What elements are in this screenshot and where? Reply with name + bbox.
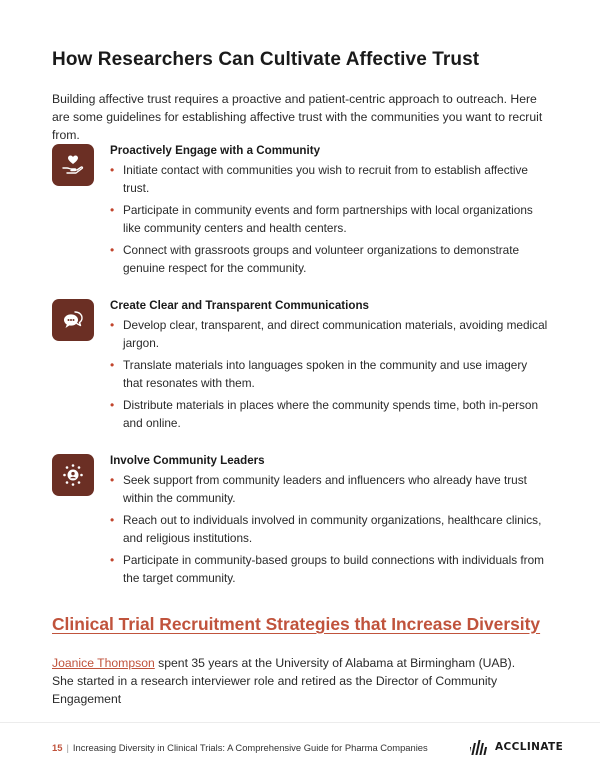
community-leader-icon bbox=[52, 454, 94, 496]
page-number: 15 bbox=[52, 742, 63, 753]
list-item: • Participate in community events and form partnerships with local organizations like community centers and health centers. bbox=[110, 203, 533, 235]
list-item: • Participate in community-based groups to build connections with individuals from the target community. bbox=[110, 553, 544, 585]
brand-name: ACCLINATE bbox=[495, 741, 564, 753]
guide-title: Increasing Diversity in Clinical Trials: A Comprehensive Guide for Pharma Companies bbox=[72, 742, 428, 753]
section-subheading-link[interactable]: Clinical Trial Recruitment Strategies that Increase Diversity bbox=[52, 614, 541, 634]
chat-bubbles-icon bbox=[52, 299, 94, 341]
list-item: • Distribute materials in places where the community spends time, both in-person and online. bbox=[110, 398, 539, 430]
brand-logo bbox=[470, 737, 563, 757]
list-item: • Connect with grassroots groups and volunteer organizations to demonstrate genuine respect for the community. bbox=[110, 243, 520, 275]
section-heading: Proactively Engage with a Community bbox=[110, 144, 321, 157]
list-item: • Initiate contact with communities you wish to recruit from to establish affective trust. bbox=[110, 163, 528, 195]
bullet-list bbox=[110, 472, 550, 592]
page-title: How Researchers Can Cultivate Affective Trust bbox=[52, 49, 480, 70]
list-item: • Translate materials into languages spoken in the community and use imagery that resonates with them. bbox=[110, 358, 528, 390]
footer-divider bbox=[0, 722, 600, 723]
body-paragraph: Joanice Thompson spent 35 years at the University of Alabama at Birmingham (UAB). She started in a research interviewer role and retired as the Director of Community Engagement bbox=[52, 656, 516, 706]
bullet-list bbox=[110, 162, 550, 282]
bullet-list bbox=[110, 317, 550, 437]
logo-bars-icon bbox=[470, 738, 492, 756]
list-item: • Develop clear, transparent, and direct communication materials, avoiding medical jargon. bbox=[110, 318, 548, 350]
heart-hand-icon bbox=[52, 144, 94, 186]
page-footer bbox=[52, 742, 428, 753]
section-heading: Involve Community Leaders bbox=[110, 454, 265, 467]
list-item: • Seek support from community leaders and influencers who already have trust within the community. bbox=[110, 473, 527, 505]
section-heading: Create Clear and Transparent Communications bbox=[110, 299, 369, 312]
list-item: • Reach out to individuals involved in community organizations, healthcare clinics, and religious institutions. bbox=[110, 513, 542, 545]
footer-separator: | bbox=[66, 742, 69, 753]
person-link[interactable]: Joanice Thompson bbox=[52, 656, 155, 670]
intro-paragraph: Building affective trust requires a proactive and patient-centric approach to outreach. Here are some guidelines for establishing affective trust with the communities you want to recruit from. bbox=[52, 92, 543, 142]
